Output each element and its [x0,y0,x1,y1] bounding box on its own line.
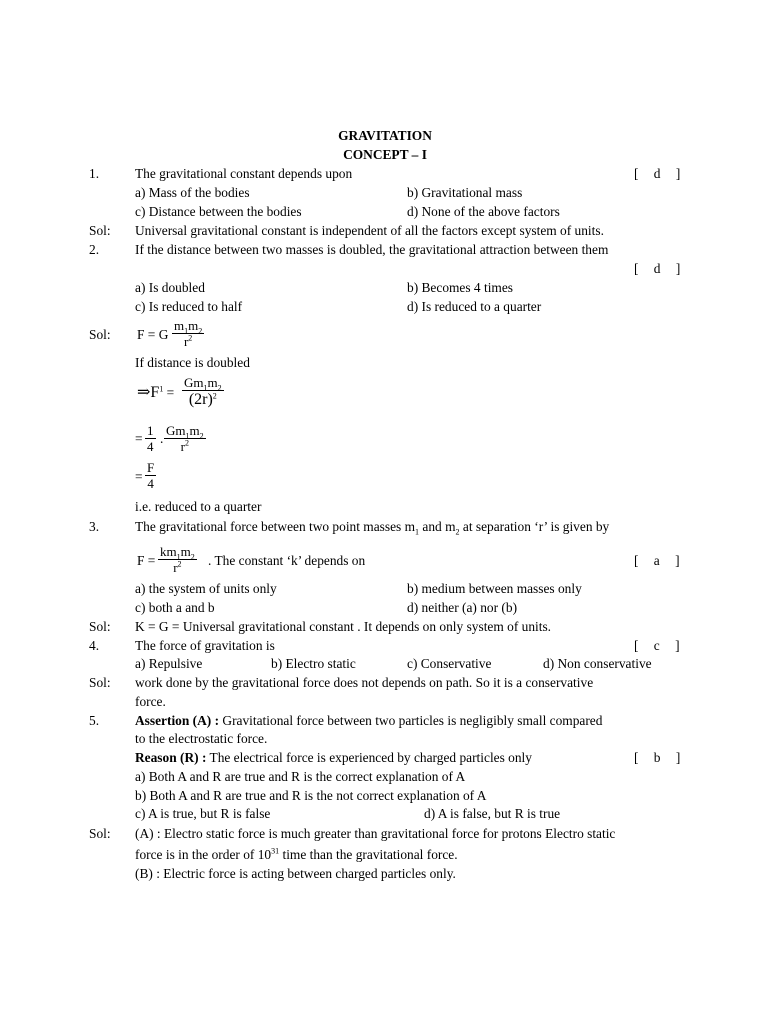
q5-answer: [ b ] [634,750,681,765]
q4-solution-line2: force. [135,694,166,709]
q5-number: 5. [89,713,100,728]
q5-option-d: d) A is false, but R is true [424,806,561,821]
q5-option-c: c) A is true, but R is false [135,806,271,821]
eq3-eq: = [135,431,143,446]
eq1-lhs: F = G [137,327,169,342]
q3-eq-rest: . The constant ‘k’ depends on [208,553,366,568]
q1-option-a: a) Mass of the bodies [135,185,250,200]
q1-option-b: b) Gravitational mass [407,185,523,200]
if-doubled-text: If distance is doubled [135,355,250,370]
q3-eq-fraction: $\frac{km_1m_2}{r^2}$ [160,544,195,575]
q5-solution-line2: force is in the order of $10^{31}$ time than the gravitational force. [135,846,458,862]
q4-option-a: a) Repulsive [135,656,203,671]
eq4-denominator: 4 [147,476,154,491]
eq3-quarter: $\frac{1}{4}$ [147,423,154,454]
q2-option-d: d) Is reduced to a quarter [407,299,542,314]
q3-option-a: a) the system of units only [135,581,277,596]
q4-solution-line1: work done by the gravitational force does not depends on path. So it is a conservative [135,675,594,690]
q3-text: The gravitational force between two point masses $m_1$ and $m_2$ at separation ‘r’ is given by [135,519,610,537]
eq1-fraction: $\frac{m_1m_2}{r^2}$ [174,318,203,349]
q5-assertion-cont: to the electrostatic force. [135,731,268,746]
q2-sol-label: Sol: [89,327,111,342]
q5-option-b: b) Both A and R are true and R is the not correct explanation of A [135,788,487,803]
q2-conclusion: i.e. reduced to a quarter [135,499,262,514]
eq2-denominator: (2r) [188,391,213,408]
q5-solution-line3: (B) : Electric force is acting between charged particles only. [135,866,456,881]
eq4-fraction [145,461,156,490]
q3-answer: [ a ] [634,553,680,568]
q5-option-a: a) Both A and R are true and R is the correct explanation of A [135,769,466,784]
q3-eq-denominator: r [173,560,178,575]
concept-heading: CONCEPT – I [343,147,427,162]
q1-answer: [ d ] [634,166,681,181]
q2-option-a: a) Is doubled [135,280,205,295]
q1-option-d: d) None of the above factors [407,204,560,219]
q1-option-c: c) Distance between the bodies [135,204,302,219]
q2-option-b: b) Becomes 4 times [407,280,513,295]
q2-option-c: c) Is reduced to half [135,299,243,314]
q3-option-b: b) medium between masses only [407,581,582,596]
q3-solution: K = G = Universal gravitational constant . It depends on only system of units. [135,619,552,634]
q5-solution-line1: (A) : Electro static force is much greater than gravitational force for protons Electro static [135,826,616,841]
eq3-denominator: r [180,439,185,454]
reason-label: Reason (R) : [135,750,207,765]
eq2-numerator: Gm [184,375,204,390]
power-of-ten: 10 [257,847,272,862]
eq1-denominator: r [183,334,189,349]
eq3-numerator: Gm [166,423,186,438]
q3-option-d: d) neither (a) nor (b) [407,600,518,615]
q5-reason: Reason (R) : The electrical force is experienced by charged particles only [135,750,532,765]
q4-answer: [ c ] [634,638,680,653]
eq3-fraction: $\frac{Gm_1m_2}{r^2}$ [166,423,204,454]
q4-option-d: d) Non conservative [543,656,652,671]
eq3-dot: . [160,431,164,446]
eq4-numerator: F [147,460,155,475]
q1-text: The gravitational constant depends upon [135,166,353,181]
q4-option-c: c) Conservative [407,656,492,671]
assertion-label: Assertion (A) : [135,713,220,728]
q2-number: 2. [89,242,100,257]
q1-number: 1. [89,166,100,181]
eq2-fraction: $\frac{Gm_1m_2}{(2r)^2}$ [184,375,222,408]
q3-eq-numerator: km [160,544,177,559]
q1-sol-label: Sol: [89,223,111,238]
page-title: GRAVITATION [338,128,432,143]
q3-sol-label: Sol: [89,619,111,634]
q2-text: If the distance between two masses is doubled, the gravitational attraction between them [135,242,609,257]
q4-sol-label: Sol: [89,675,111,690]
q4-text: The force of gravitation is [135,638,275,653]
q5-sol-label: Sol: [89,826,111,841]
q5-assertion: Assertion (A) : Gravitational force between two particles is negligibly small compared [135,713,603,728]
eq2-lhs: $\Rightarrow F^1$ = [137,384,175,401]
q3-eq-lhs: F = [137,553,156,568]
q4-number: 4. [89,638,100,653]
eq4-eq: = [135,469,143,484]
q4-option-b: b) Electro static [271,656,356,671]
q2-answer: [ d ] [634,261,681,276]
q3-number: 3. [89,519,100,534]
q1-solution: Universal gravitational constant is independent of all the factors except system of units. [135,223,604,238]
q3-option-c: c) both a and b [135,600,215,615]
eq1-numerator: m [174,318,185,333]
